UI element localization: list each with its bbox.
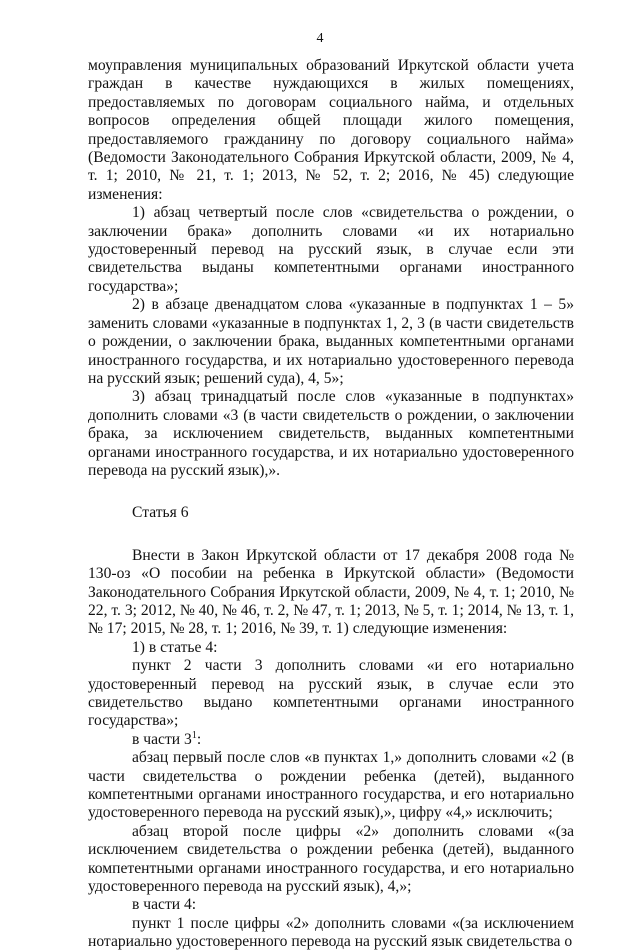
- paragraph-article6-part3-1-abzac2: абзац второй после цифры «2» дополнить словами «(за исключением свидетельства о рождении ребенка (детей), выданного компетентными органами иностранного государства, и его нотариально удостоверенного перевода на русский язык), 4,»;: [88, 822, 574, 896]
- paragraph-article5-item3: 3) абзац тринадцатый после слов «указанные в подпунктах» дополнить словами «3 (в части свидетельств о рождении, о заключении брака, за исключением свидетельств, выданных компетентными органами иностранного государства, и их нотариально удостоверенного перевода на русский язык),».: [88, 388, 574, 479]
- page-number: 4: [316, 31, 324, 46]
- paragraph-article5-intro: моуправления муниципальных образований Иркутской области учета граждан в качестве нуждающихся в жилых помещениях, предоставляемых по договорам социального найма, и отдельных вопросов определения общей площади жилого помещения, предоставляемого гражданину по договору социального найма» (Ведомости Законодательного Собрания Иркутской области, 2009, № 4, т. 1; 2010, № 21, т. 1; 2013, № 52, т. 2; 2016, № 45) следующие изменения:: [88, 57, 574, 203]
- paragraph-article6-part4-point1: пункт 1 после цифры «2» дополнить словами «(за исключением нотариально удостоверенного перевода на русский язык свидетельства о: [88, 914, 574, 951]
- paragraph-article6-part3-1-abzac1: абзац первый после слов «в пунктах 1,» дополнить словами «2 (в части свидетельства о рождении ребенка (детей), выданного компетентными органами иностранного государства, и его нотариально удостоверенного перевода на русский язык),», цифру «4,» исключить;: [88, 749, 574, 822]
- document-body: [88, 57, 574, 952]
- paragraph-article5-item2: 2) в абзаце двенадцатом слова «указанные в подпунктах 1 – 5» заменить словами «указанные в подпунктах 1, 2, 3 (в части свидетельств о рождении, о заключении брака, выданных компетентными органами иностранного государства, и их нотариально удостоверенного перевода на русский язык; решений суда), 4, 5»;: [88, 296, 574, 387]
- part-3-1-superscript: 1: [191, 729, 197, 741]
- paragraph-article6-part3-1: [88, 731, 574, 749]
- paragraph-article5-item1: 1) абзац четвертый после слов «свидетельства о рождении, о заключении брака» дополнить словами «и их нотариально удостоверенный перевод на русский язык, в случае если эти свидетельства выданы компетентными органами иностранного государства»;: [88, 204, 574, 295]
- paragraph-article6-part3-point2: пункт 2 части 3 дополнить словами «и его нотариально удостоверенный перевод на русский язык, в случае если это свидетельство выдано компетентными органами иностранного государства»;: [88, 657, 574, 730]
- paragraph-article6-part4: в части 4:: [132, 896, 197, 914]
- paragraph-article6-intro: Внести в Закон Иркутской области от 17 декабря 2008 года № 130-оз «О пособии на ребенка в Иркутской области» (Ведомости Законодательного Собрания Иркутской области, 2009, № 4, т. 1; 2010, № 22, т. 3; 2012, № 40, № 46, т. 2, № 47, т. 1; 2013, № 5, т. 1; 2014, № 13, т. 1, № 17; 2015, № 28, т. 1; 2016, № 39, т. 1) следующие изменения:: [88, 546, 574, 638]
- paragraph-article6-item1: 1) в статье 4:: [132, 638, 218, 656]
- part-3-1-suffix: :: [196, 730, 202, 748]
- part-3-1-prefix: в части 3: [132, 730, 192, 748]
- article-6-heading: Статья 6: [132, 504, 189, 522]
